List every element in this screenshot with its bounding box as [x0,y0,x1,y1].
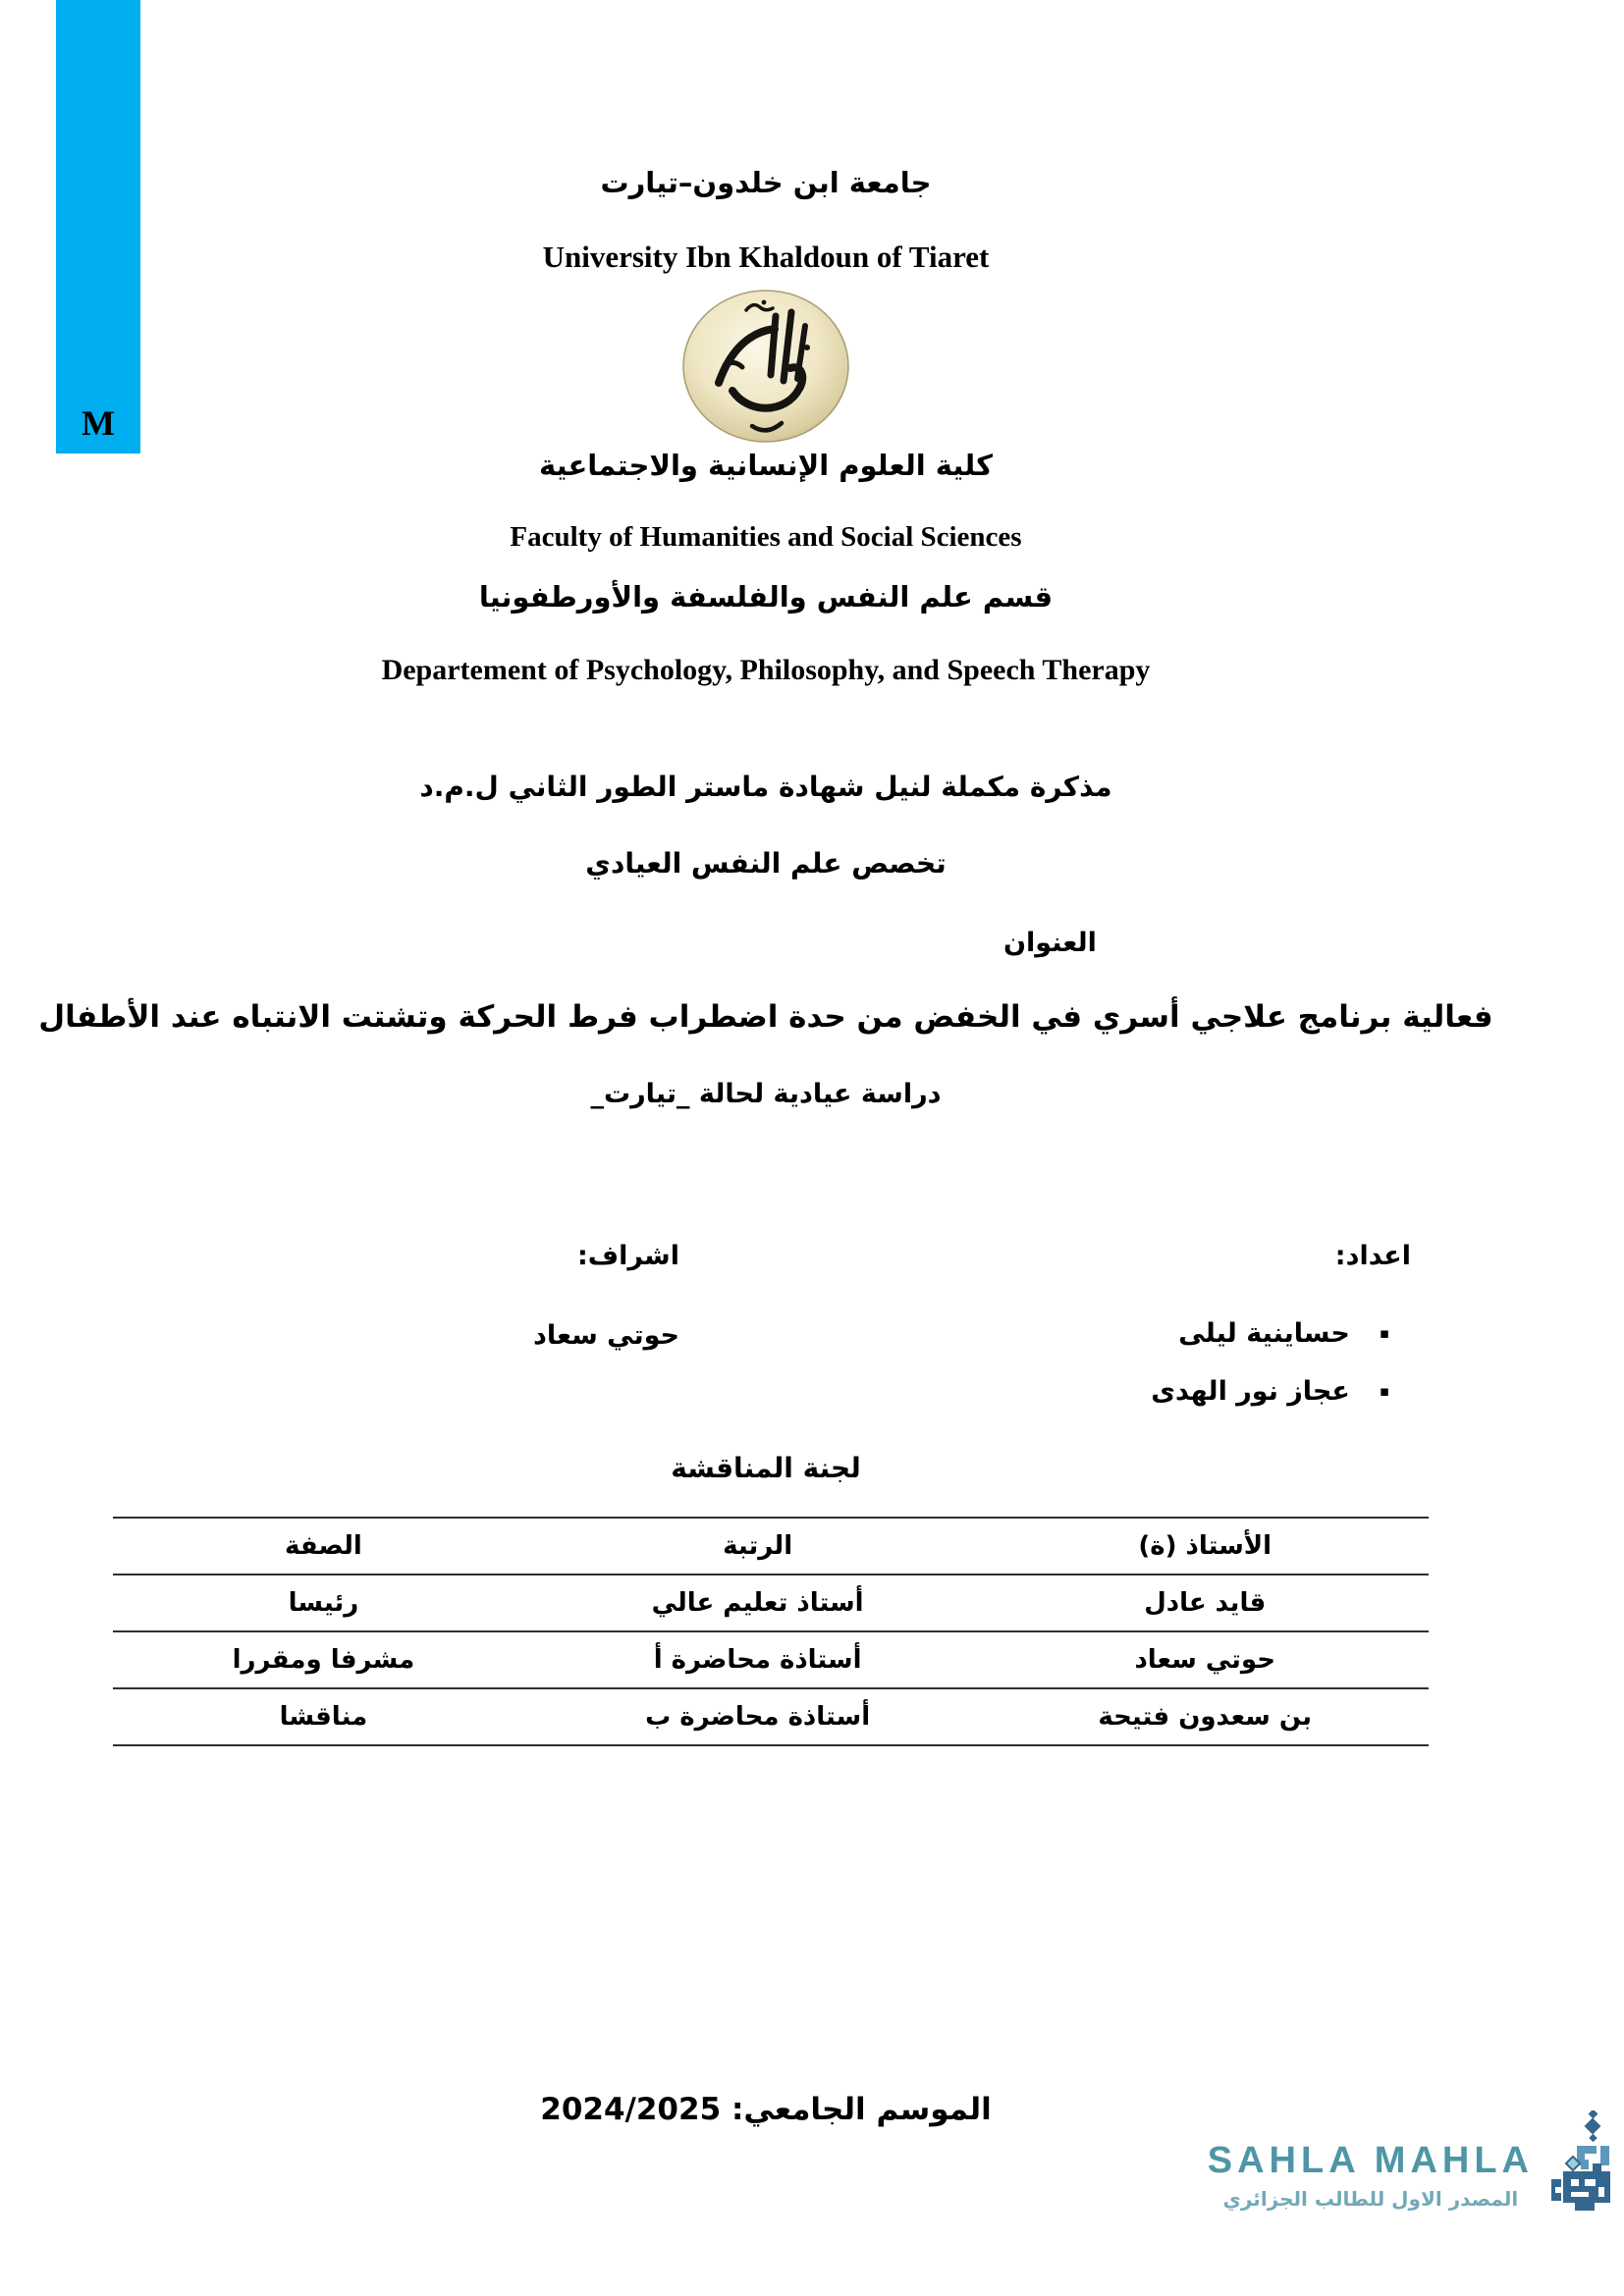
student-name: حساينية ليلى [1178,1318,1350,1350]
committee-professor: بن سعدون فتيحة [1098,1702,1313,1732]
brand-wordmark: SAHLA MAHLA [1207,2140,1534,2181]
brand-tagline: المصدر الاول للطالب الجزائري [1222,2187,1519,2211]
committee-header-professor: الأستاذ (ة) [1138,1531,1272,1561]
committee-row [113,1630,1429,1687]
committee-professor: قايد عادل [1144,1588,1267,1618]
committee-role: مشرفا ومقررا [232,1645,415,1675]
faculty-name-ar: كلية العلوم الإنسانية والاجتماعية [539,449,993,482]
committee-rank: أستاذة محاضرة أ [653,1645,862,1675]
university-name-en: University Ibn Khaldoun of Tiaret [542,240,990,274]
thesis-title: فعالية برنامج علاجي أسري في الخفض من حدة اضطراب فرط الحركة وتشتت الانتباه عند الأطفال [38,999,1493,1035]
supervision-label: اشراف: [576,1241,679,1271]
committee-role: مناقشا [279,1702,368,1732]
student-name: عجاز نور الهدى [1151,1376,1350,1408]
committee-professor: حوتي سعاد [1134,1645,1275,1675]
committee-header-role: الصفة [285,1531,362,1561]
square-bullet-icon: ▪ [1379,1324,1389,1343]
supervisor-name: حوتي سعاد [532,1320,679,1352]
square-bullet-icon: ▪ [1379,1382,1389,1401]
university-name-ar: جامعة ابن خلدون–تيارت [600,166,932,199]
title-label: العنوان [1003,928,1097,958]
committee-table [113,1517,1429,1746]
memo-type-line: مذكرة مكملة لنيل شهادة ماستر الطور الثاني ل.م.د [419,771,1112,803]
committee-row [113,1687,1429,1744]
student-item [1087,1374,1389,1409]
supervision-section [424,1239,679,1353]
student-list [1087,1316,1389,1409]
committee-role: رئيسا [288,1588,359,1618]
department-name-en: Departement of Psychology, Philosophy, and Speech Therapy [381,654,1151,686]
left-accent-bar [56,0,140,454]
bar-letter: M [81,403,115,443]
brand-logo [1208,2110,1616,2220]
specialty-line: تخصص علم النفس العيادي [585,847,947,880]
preparation-label: اعداد: [1334,1241,1411,1271]
season-line: الموسم الجامعي: 2024/2025 [540,2092,992,2127]
committee-row [113,1574,1429,1630]
university-seal-icon [681,289,850,444]
preparation-section [1087,1239,1411,1432]
committee-header-row [113,1517,1429,1574]
committee-rank: أستاذة محاضرة ب [645,1702,871,1732]
brand-text-block [1208,2142,1534,2211]
brand-kufic-mark-icon [1547,2110,1616,2220]
faculty-name-en: Faculty of Humanities and Social Sciences [510,521,1022,553]
department-name-ar: قسم علم النفس والفلسفة والأورطفونيا [478,580,1054,614]
committee-heading: لجنة المناقشة [671,1452,861,1484]
committee-header-rank: الرتبة [723,1531,793,1561]
student-item [1087,1316,1389,1351]
study-type-line: دراسة عيادية لحالة _تيارت_ [590,1079,942,1109]
committee-rank: أستاذ تعليم عالي [651,1588,864,1618]
